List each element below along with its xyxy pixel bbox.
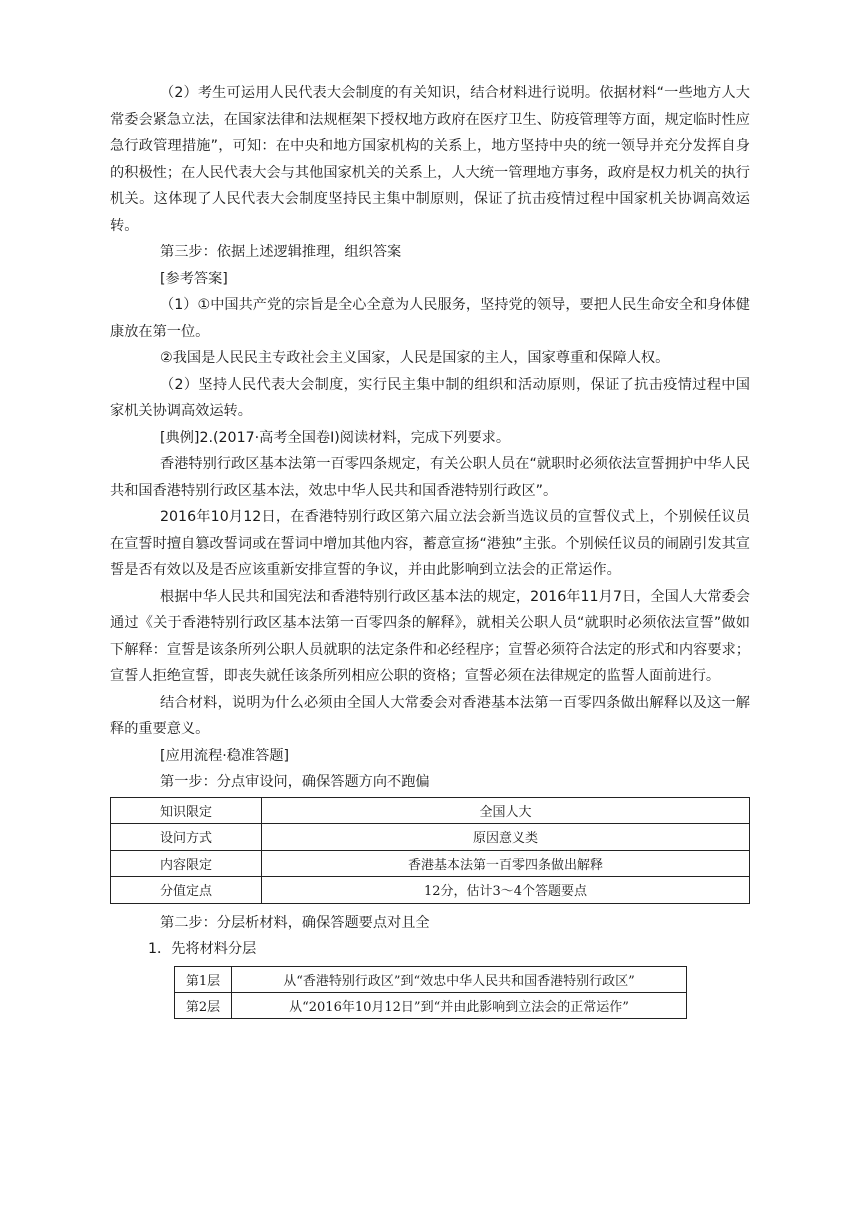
table-key: 内容限定	[111, 850, 262, 877]
table-value: 全国人大	[262, 797, 750, 824]
answer-2: ②我国是人民民主专政社会主义国家，人民是国家的主人，国家尊重和保障人权。	[160, 350, 670, 366]
example-heading: [典例]2.(2017·高考全国卷Ⅰ)阅读材料，完成下列要求。	[160, 429, 511, 446]
question-analysis-table	[110, 797, 750, 904]
material-paragraph-1: 香港特别行政区基本法第一百零四条规定，有关公职人员在“就职时必须依法宣誓拥护中华人民共和国香港特别行政区基本法，效忠中华人民共和国香港特别行政区”。	[110, 456, 750, 499]
table-row	[111, 824, 750, 851]
question-paragraph: 结合材料，说明为什么必须由全国人大常委会对香港基本法第一百零四条做出解释以及这一解释的重要意义。	[110, 694, 750, 737]
analysis-paragraph: （2）考生可运用人民代表大会制度的有关知识，结合材料进行说明。依据材料“一些地方人大常委会紧急立法，在国家法律和法规框架下授权地方政府在医疗卫生、防疫管理等方面，规定临时性应急行政管理措施”，可知：在中央和地方国家机构的关系上，地方坚持中央的统一领导并充分发挥自身的积极性；在人民代表大会与其他国家机关的关系上，人大统一管理地方事务，政府是权力机关的执行机关。这体现了人民代表大会制度坚持民主集中制原则，保证了抗击疫情过程中国家机关协调高效运转。	[110, 85, 750, 234]
material-layer-table	[174, 966, 687, 1019]
table-value: 原因意义类	[262, 824, 750, 851]
material-paragraph-3: 根据中华人民共和国宪法和香港特别行政区基本法的规定，2016年11月7日，全国人大常委会通过《关于香港特别行政区基本法第一百零四条的解释》，就相关公职人员“就职时必须依法宣誓”做如下解释：宣誓是该条所列公职人员就职的法定条件和必经程序；宣誓必须符合法定的形式和内容要求；宣誓人拒绝宣誓，即丧失就任该条所列相应公职的资格；宣誓必须在法律规定的监誓人面前进行。	[110, 588, 750, 684]
table-row	[111, 850, 750, 877]
flow-title: [应用流程·稳准答题]	[160, 747, 290, 764]
table-key: 设问方式	[111, 824, 262, 851]
table-value: 12分，估计3～4个答题要点	[262, 877, 750, 904]
table-key: 分值定点	[111, 877, 262, 904]
layer-key: 第2层	[175, 992, 232, 1018]
sub-step-1: 1．先将材料分层	[148, 941, 257, 957]
material-paragraph-2: 2016年10月12日，在香港特别行政区第六届立法会新当选议员的宣誓仪式上，个别候任议员在宣誓时擅自篡改誓词或在誓词中增加其他内容，蓄意宣扬“港独”主张。个别候任议员的闹剧引发其宣誓是否有效以及是否应该重新安排宣誓的争议，并由此影响到立法会的正常运作。	[110, 509, 750, 578]
table-row	[175, 966, 687, 992]
answer-1: （1）①中国共产党的宗旨是全心全意为人民服务，坚持党的领导，要把人民生命安全和身体健康放在第一位。	[110, 297, 750, 340]
layer-key: 第1层	[175, 966, 232, 992]
table-row	[111, 877, 750, 904]
answer-3: （2）坚持人民代表大会制度，实行民主集中制的组织和活动原则，保证了抗击疫情过程中国家机关协调高效运转。	[110, 376, 750, 419]
table-value: 香港基本法第一百零四条做出解释	[262, 850, 750, 877]
table-row	[175, 992, 687, 1018]
step-three: 第三步：依据上述逻辑推理，组织答案	[160, 244, 402, 260]
table-row	[111, 797, 750, 824]
step-two: 第二步：分层析材料，确保答题要点对且全	[160, 914, 430, 931]
step-one: 第一步：分点审设问，确保答题方向不跑偏	[160, 774, 430, 790]
layer-value: 从“香港特别行政区”到“效忠中华人民共和国香港特别行政区”	[232, 966, 687, 992]
reference-answer-title: [参考答案]	[160, 270, 228, 287]
document-page	[110, 80, 750, 1019]
table-key: 知识限定	[111, 797, 262, 824]
layer-value: 从“2016年10月12日”到“并由此影响到立法会的正常运作”	[232, 992, 687, 1018]
